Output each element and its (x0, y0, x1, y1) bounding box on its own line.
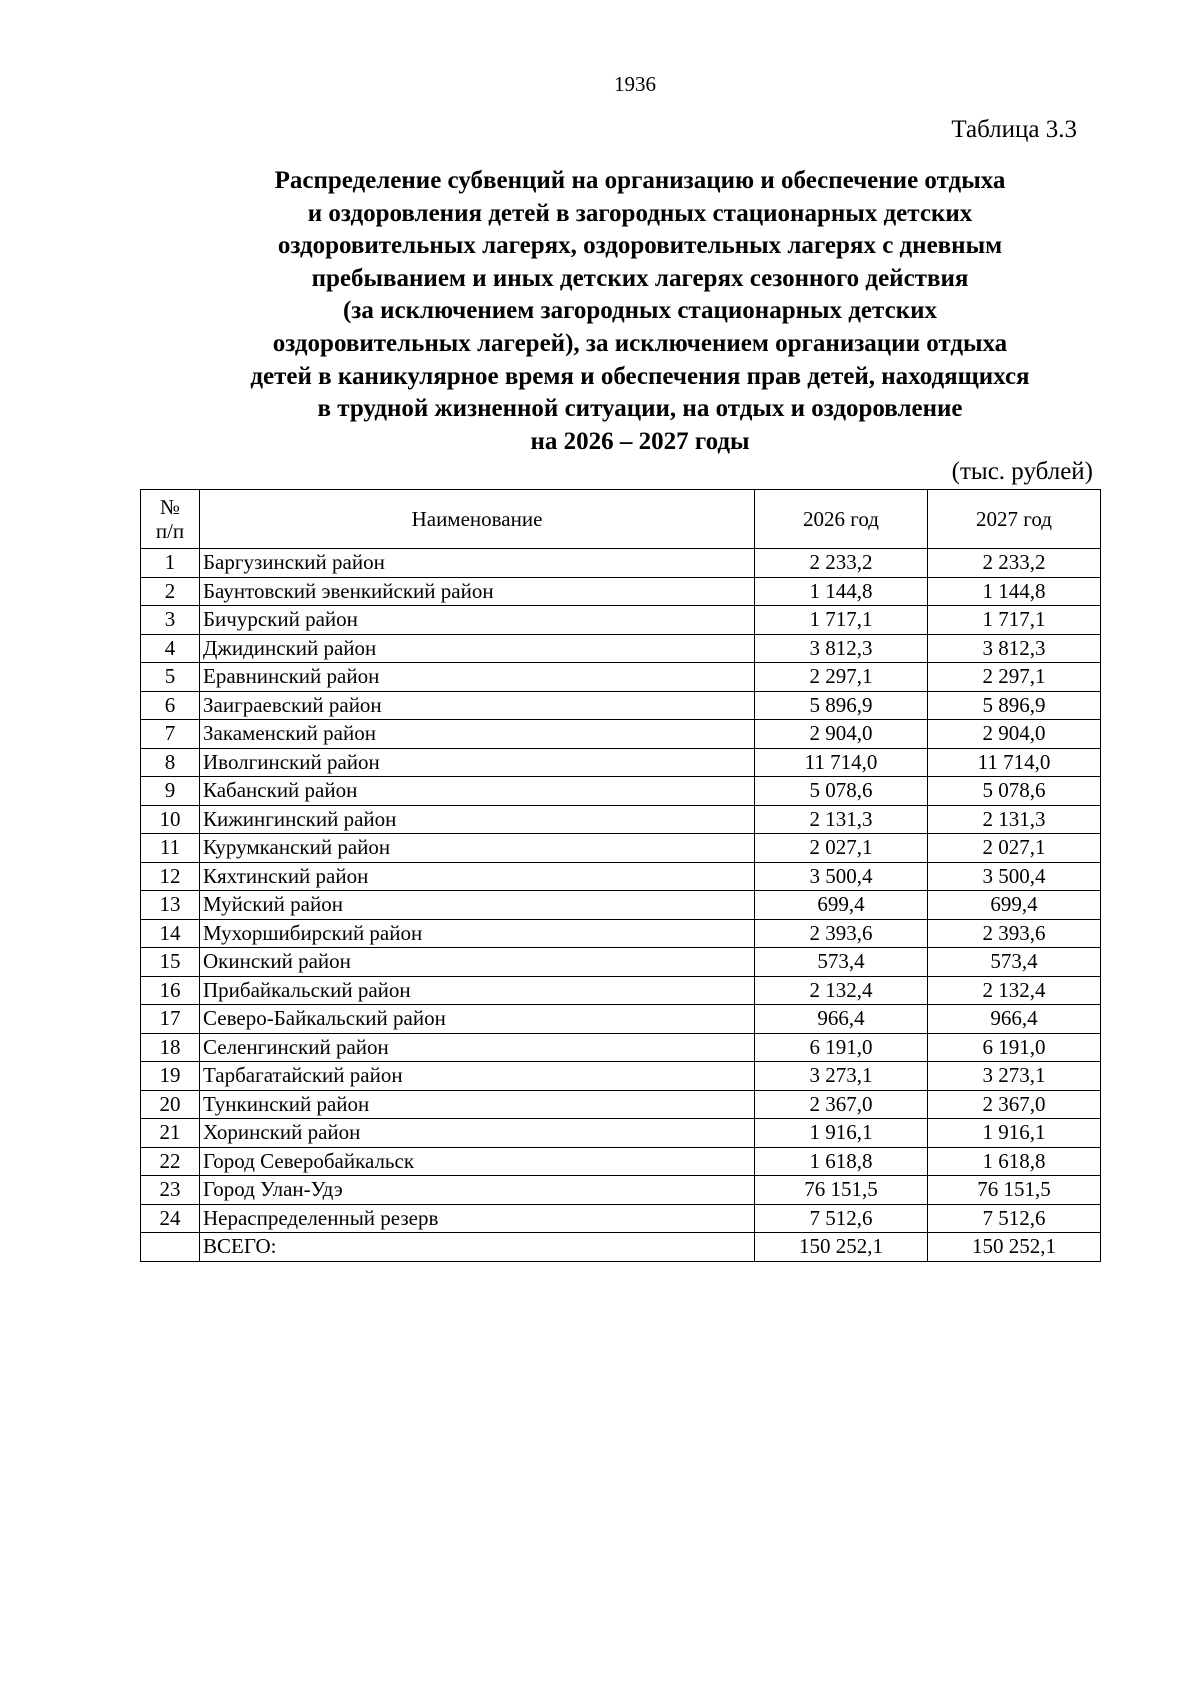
row-number: 24 (141, 1204, 200, 1233)
title-line: в трудной жизненной ситуации, на отдых и оздоровление (317, 395, 963, 423)
table-row (141, 1147, 1101, 1176)
row-value-2027: 2 233,2 (928, 549, 1101, 578)
row-number: 3 (141, 606, 200, 635)
row-value-2026: 2 393,6 (755, 919, 928, 948)
row-value-2027: 3 812,3 (928, 634, 1101, 663)
row-name: Заиграевский район (200, 691, 755, 720)
row-value-2027: 1 717,1 (928, 606, 1101, 635)
row-number: 8 (141, 748, 200, 777)
row-value-2026: 2 131,3 (755, 805, 928, 834)
document-title (170, 165, 1110, 458)
row-name: Город Северобайкальск (200, 1147, 755, 1176)
row-value-2026: 1 717,1 (755, 606, 928, 635)
row-number: 23 (141, 1176, 200, 1205)
row-value-2026: 2 297,1 (755, 663, 928, 692)
table-row (141, 891, 1101, 920)
row-value-2027: 5 896,9 (928, 691, 1101, 720)
table-row (141, 748, 1101, 777)
table-row (141, 805, 1101, 834)
row-name: Закаменский район (200, 720, 755, 749)
row-name: Селенгинский район (200, 1033, 755, 1062)
table-row (141, 777, 1101, 806)
units-label: (тыс. рублей) (951, 458, 1093, 485)
row-number: 20 (141, 1090, 200, 1119)
row-number: 5 (141, 663, 200, 692)
row-value-2026: 2 027,1 (755, 834, 928, 863)
row-value-2026: 11 714,0 (755, 748, 928, 777)
row-number: 4 (141, 634, 200, 663)
row-name: Баунтовский эвенкийский район (200, 577, 755, 606)
subsidy-distribution-table (140, 489, 1101, 1262)
header-year-2026: 2026 год (755, 490, 928, 549)
row-number: 22 (141, 1147, 200, 1176)
table-row (141, 720, 1101, 749)
row-number: 19 (141, 1062, 200, 1091)
header-row (141, 490, 1101, 549)
row-number: 17 (141, 1005, 200, 1034)
row-number: 14 (141, 919, 200, 948)
row-value-2027: 2 904,0 (928, 720, 1101, 749)
row-name: Бичурский район (200, 606, 755, 635)
row-value-2026: 699,4 (755, 891, 928, 920)
page-number: 1936 (614, 72, 656, 96)
table-body (141, 549, 1101, 1262)
row-value-2026: 6 191,0 (755, 1033, 928, 1062)
table-row (141, 634, 1101, 663)
table-row (141, 606, 1101, 635)
row-value-2027: 76 151,5 (928, 1176, 1101, 1205)
row-number: 15 (141, 948, 200, 977)
title-line: и оздоровления детей в загородных стационарных детских (307, 199, 973, 227)
row-number: 6 (141, 691, 200, 720)
row-number: 9 (141, 777, 200, 806)
row-name: Хоринский район (200, 1119, 755, 1148)
table-header (141, 490, 1101, 549)
row-value-2026: 76 151,5 (755, 1176, 928, 1205)
table-row (141, 834, 1101, 863)
table-row (141, 1090, 1101, 1119)
row-number: 13 (141, 891, 200, 920)
row-name: Кяхтинский район (200, 862, 755, 891)
row-number: 7 (141, 720, 200, 749)
row-value-2027: 3 500,4 (928, 862, 1101, 891)
total-row (141, 1233, 1101, 1262)
title-line: детей в каникулярное время и обеспечения прав детей, находящихся (250, 362, 1030, 390)
row-number: 11 (141, 834, 200, 863)
row-value-2026: 2 132,4 (755, 976, 928, 1005)
row-value-2026: 1 916,1 (755, 1119, 928, 1148)
row-number: 16 (141, 976, 200, 1005)
row-value-2027: 573,4 (928, 948, 1101, 977)
total-value-2026: 150 252,1 (755, 1233, 928, 1262)
row-value-2027: 1 916,1 (928, 1119, 1101, 1148)
title-line: оздоровительных лагерей), за исключением организации отдыха (272, 329, 1008, 357)
row-name: Еравнинский район (200, 663, 755, 692)
row-value-2027: 7 512,6 (928, 1204, 1101, 1233)
row-value-2026: 1 144,8 (755, 577, 928, 606)
row-name: Прибайкальский район (200, 976, 755, 1005)
row-name: Кижингинский район (200, 805, 755, 834)
table-row (141, 577, 1101, 606)
row-value-2026: 7 512,6 (755, 1204, 928, 1233)
row-value-2026: 3 500,4 (755, 862, 928, 891)
title-line: Распределение субвенций на организацию и обеспечение отдыха (274, 167, 1006, 194)
row-value-2026: 5 078,6 (755, 777, 928, 806)
row-value-2027: 11 714,0 (928, 748, 1101, 777)
row-name: Мухоршибирский район (200, 919, 755, 948)
table-row (141, 1176, 1101, 1205)
row-name: Тарбагатайский район (200, 1062, 755, 1091)
row-value-2026: 2 367,0 (755, 1090, 928, 1119)
row-value-2026: 966,4 (755, 1005, 928, 1034)
row-name: Тункинский район (200, 1090, 755, 1119)
total-label: ВСЕГО: (200, 1233, 755, 1262)
table-row (141, 1005, 1101, 1034)
row-name: Северо-Байкальский район (200, 1005, 755, 1034)
row-name: Кабанский район (200, 777, 755, 806)
title-line: на 2026 – 2027 годы (530, 427, 750, 455)
table-row (141, 919, 1101, 948)
row-value-2026: 5 896,9 (755, 691, 928, 720)
table-row (141, 1204, 1101, 1233)
row-number: 18 (141, 1033, 200, 1062)
row-value-2026: 2 904,0 (755, 720, 928, 749)
row-value-2027: 966,4 (928, 1005, 1101, 1034)
row-value-2027: 6 191,0 (928, 1033, 1101, 1062)
row-value-2027: 1 618,8 (928, 1147, 1101, 1176)
header-year-2027: 2027 год (928, 490, 1101, 549)
row-value-2027: 1 144,8 (928, 577, 1101, 606)
total-value-2027: 150 252,1 (928, 1233, 1101, 1262)
title-line: (за исключением загородных стационарных детских (342, 297, 938, 325)
table-row (141, 663, 1101, 692)
table-label: Таблица 3.3 (951, 116, 1077, 143)
row-value-2026: 3 273,1 (755, 1062, 928, 1091)
row-name: Джидинский район (200, 634, 755, 663)
row-name: Курумканский район (200, 834, 755, 863)
row-value-2027: 5 078,6 (928, 777, 1101, 806)
row-value-2026: 3 812,3 (755, 634, 928, 663)
row-number: 21 (141, 1119, 200, 1148)
row-value-2027: 699,4 (928, 891, 1101, 920)
row-value-2027: 2 367,0 (928, 1090, 1101, 1119)
row-name: Баргузинский район (200, 549, 755, 578)
row-value-2026: 2 233,2 (755, 549, 928, 578)
total-number (141, 1233, 200, 1262)
row-name: Окинский район (200, 948, 755, 977)
row-value-2027: 2 027,1 (928, 834, 1101, 863)
row-number: 2 (141, 577, 200, 606)
header-number-symbol: № (159, 495, 181, 519)
table-row (141, 948, 1101, 977)
row-name: Муйский район (200, 891, 755, 920)
table-row (141, 862, 1101, 891)
header-number (141, 490, 200, 549)
table-row (141, 1119, 1101, 1148)
table-row (141, 549, 1101, 578)
title-line: пребыванием и иных детских лагерях сезонного действия (311, 264, 969, 292)
table-row (141, 691, 1101, 720)
row-value-2026: 1 618,8 (755, 1147, 928, 1176)
title-line: оздоровительных лагерях, оздоровительных лагерях с дневным (277, 232, 1003, 260)
row-name: Город Улан-Удэ (200, 1176, 755, 1205)
row-value-2027: 2 393,6 (928, 919, 1101, 948)
row-value-2026: 573,4 (755, 948, 928, 977)
row-name: Иволгинский район (200, 748, 755, 777)
row-value-2027: 3 273,1 (928, 1062, 1101, 1091)
header-number-abbrev: п/п (155, 519, 185, 543)
row-number: 10 (141, 805, 200, 834)
row-number: 1 (141, 549, 200, 578)
table-row (141, 1033, 1101, 1062)
table-row (141, 1062, 1101, 1091)
row-name: Нераспределенный резерв (200, 1204, 755, 1233)
row-value-2027: 2 297,1 (928, 663, 1101, 692)
row-number: 12 (141, 862, 200, 891)
table-row (141, 976, 1101, 1005)
row-value-2027: 2 131,3 (928, 805, 1101, 834)
row-value-2027: 2 132,4 (928, 976, 1101, 1005)
header-name: Наименование (200, 490, 755, 549)
